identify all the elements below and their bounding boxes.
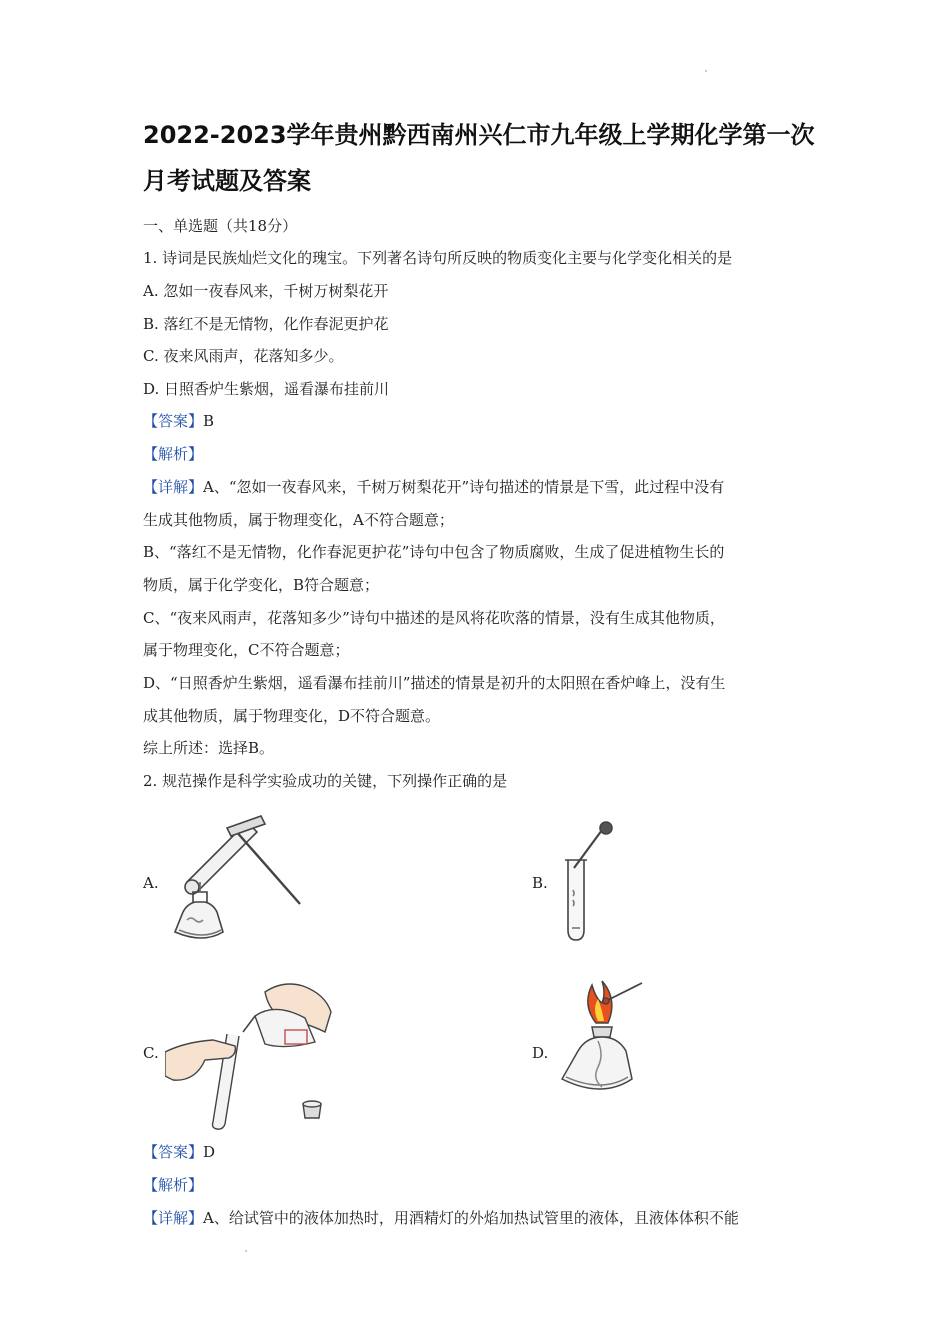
- scan-speck: [245, 1250, 247, 1252]
- q1-explain-line: 属于物理变化，C不符合题意；: [143, 641, 350, 659]
- dropper-test-tube-icon: [558, 820, 618, 945]
- q1-summary: 综上所述：选择B。: [143, 739, 275, 757]
- q1-explain-line: [143, 477, 724, 497]
- q1-stem: 1. 诗词是民族灿烂文化的瑰宝。下列著名诗句所反映的物质变化主要与化学变化相关的是: [143, 249, 733, 267]
- q1-option-c: C. 夜来风雨声，花落知多少。: [143, 347, 344, 365]
- pouring-liquid-icon: [165, 972, 340, 1130]
- q1-option-b: B. 落红不是无情物，化作春泥更护花: [143, 315, 389, 333]
- q2-option-c-label: C.: [143, 1044, 159, 1062]
- q2-option-b-label: B.: [532, 874, 548, 892]
- q2-analysis-tag: 【解析】: [143, 1176, 204, 1194]
- q1-explain-line: D、“日照香炉生紫烟，遥看瀑布挂前川”描述的情景是初升的太阳照在香炉峰上，没有生: [143, 674, 726, 692]
- q1-explain-line: 物质，属于化学变化，B符合题意；: [143, 576, 380, 594]
- q1-option-d: D. 日照香炉生紫烟，遥看瀑布挂前川: [143, 380, 390, 398]
- q2-option-d-label: D.: [532, 1044, 549, 1062]
- answer-value: D: [203, 1143, 216, 1161]
- detail-tag: 【详解】: [143, 478, 204, 496]
- q2-answer: [143, 1142, 215, 1162]
- answer-tag: 【答案】: [143, 1143, 204, 1161]
- q1-analysis-tag: 【解析】: [143, 445, 204, 463]
- explain-text: A、“忽如一夜春风来，千树万树梨花开”诗句描述的情景是下雪，此过程中没有: [203, 478, 725, 496]
- q2-explain-line: [143, 1208, 739, 1228]
- q1-explain-line: 成其他物质，属于物理变化，D不符合题意。: [143, 707, 441, 725]
- q2-option-a-label: A.: [143, 874, 159, 892]
- q2-stem: 2. 规范操作是科学实验成功的关键，下列操作正确的是: [143, 772, 508, 790]
- q1-explain-line: B、“落红不是无情物，化作春泥更护花”诗句中包含了物质腐败，生成了促进植物生长的: [143, 543, 725, 561]
- q1-explain-line: C、“夜来风雨声，花落知多少”诗句中描述的是风将花吹落的情景，没有生成其他物质，: [143, 609, 725, 627]
- q1-option-a: A. 忽如一夜春风来，千树万树梨花开: [143, 282, 389, 300]
- page-title: 2022-2023学年贵州黔西南州兴仁市九年级上学期化学第一次月考试题及答案: [143, 121, 815, 195]
- q1-answer: [143, 411, 214, 431]
- heating-test-tube-icon: [165, 812, 310, 952]
- section-heading: 一、单选题（共18分）: [143, 217, 298, 235]
- detail-tag: 【详解】: [143, 1209, 204, 1227]
- scan-speck: [705, 70, 707, 72]
- q1-explain-line: 生成其他物质，属于物理变化，A不符合题意；: [143, 511, 454, 529]
- explain-text: A、给试管中的液体加热时，用酒精灯的外焰加热试管里的液体，且液体体积不能: [203, 1209, 739, 1227]
- answer-value: B: [203, 412, 215, 430]
- answer-tag: 【答案】: [143, 412, 204, 430]
- lighting-alcohol-lamp-icon: [558, 975, 648, 1107]
